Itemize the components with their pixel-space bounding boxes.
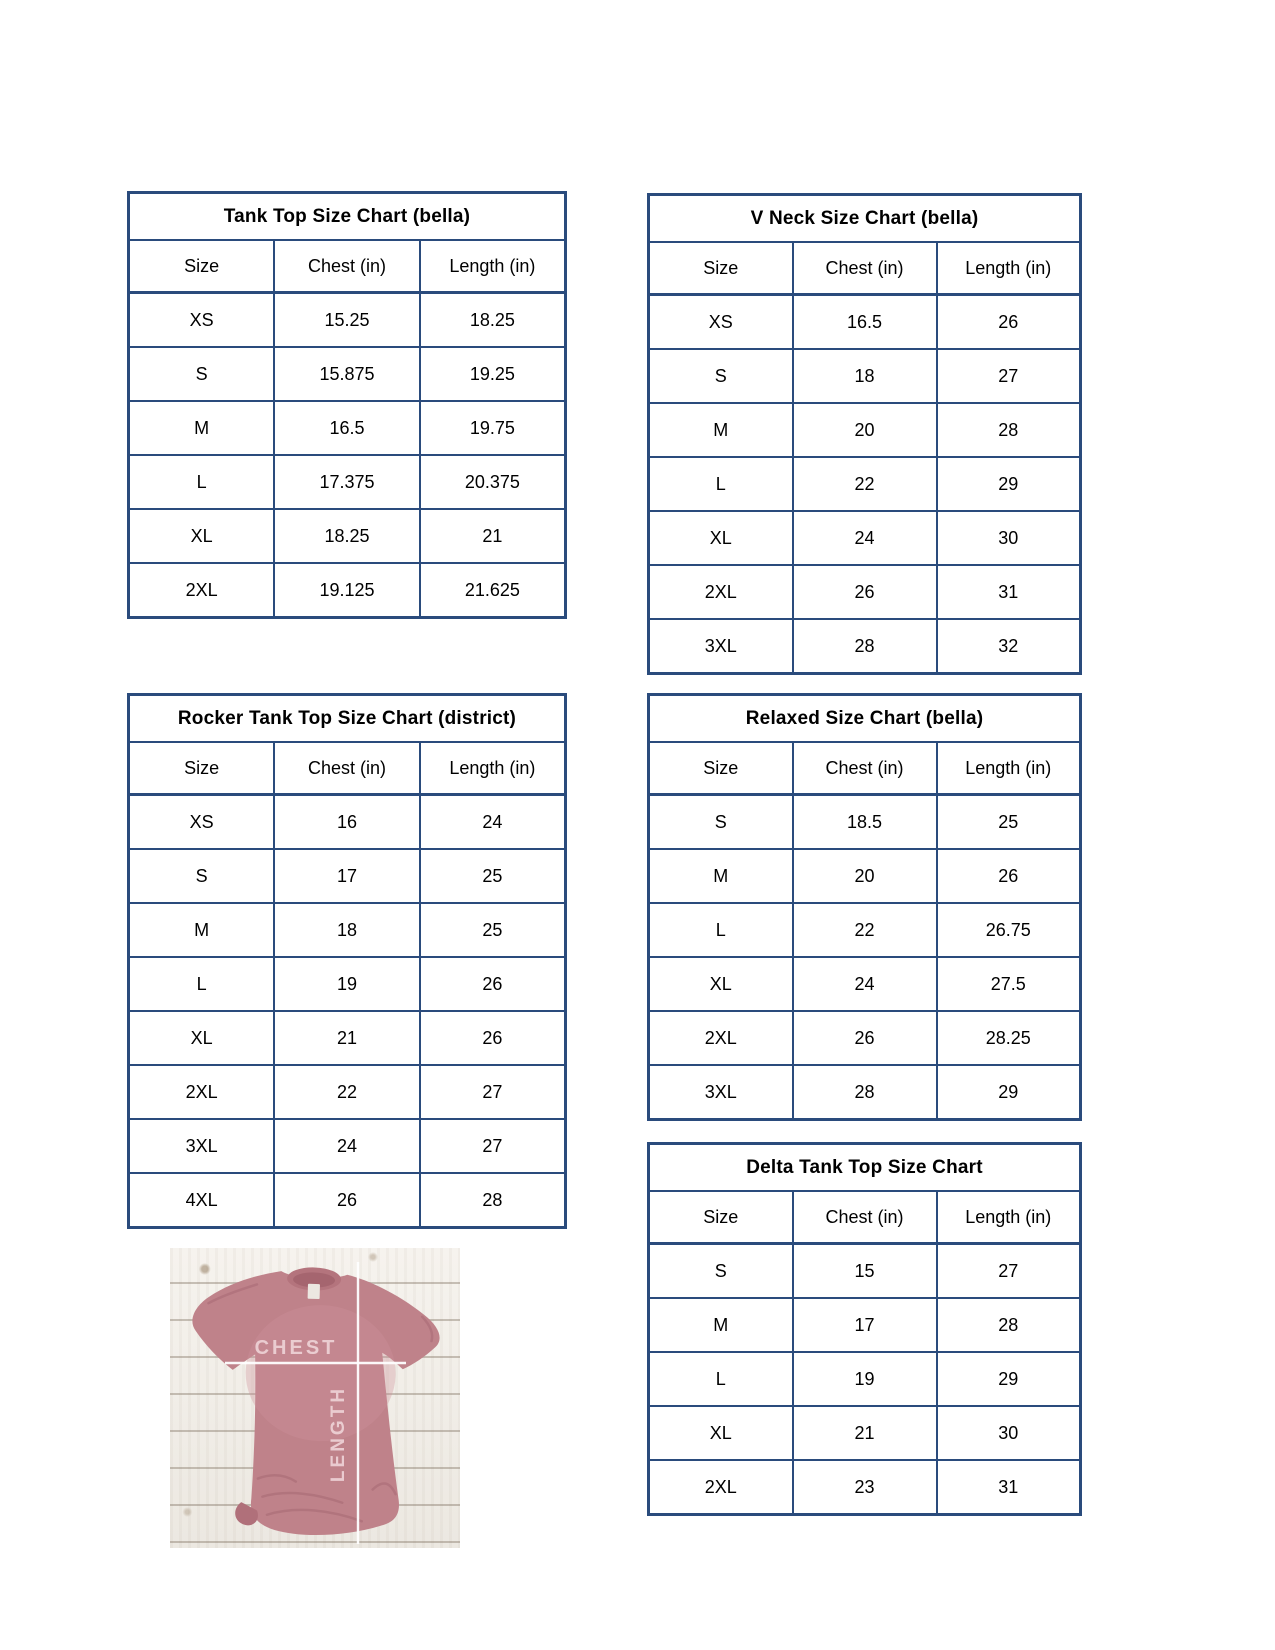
table-row [649, 1298, 1081, 1352]
chest-cell: 18 [793, 349, 937, 403]
table-row [649, 565, 1081, 619]
chest-cell: 17.375 [274, 455, 420, 509]
chest-cell: 22 [793, 457, 937, 511]
chest-cell: 18.5 [793, 795, 937, 850]
length-cell: 18.25 [420, 293, 566, 348]
col-header-size: Size [129, 240, 275, 293]
size-cell: XS [649, 295, 793, 350]
size-cell: L [129, 455, 275, 509]
size-cell: M [649, 1298, 793, 1352]
col-header-chest: Chest (in) [793, 1191, 937, 1244]
length-cell: 25 [420, 903, 566, 957]
col-header-length: Length (in) [937, 742, 1081, 795]
length-cell: 24 [420, 795, 566, 850]
length-cell: 26 [937, 295, 1081, 350]
tank-top-size-table [127, 191, 567, 619]
size-cell: L [129, 957, 275, 1011]
length-cell: 27 [937, 349, 1081, 403]
chest-cell: 22 [793, 903, 937, 957]
length-cell: 21 [420, 509, 566, 563]
delta-tank-size-table [647, 1142, 1082, 1516]
table-row [129, 849, 566, 903]
size-cell: S [649, 1244, 793, 1299]
size-cell: XL [649, 511, 793, 565]
table-row [649, 619, 1081, 674]
table-row [129, 957, 566, 1011]
col-header-chest: Chest (in) [793, 242, 937, 295]
table-title: Tank Top Size Chart (bella) [129, 193, 566, 241]
size-cell: XS [129, 795, 275, 850]
length-cell: 25 [937, 795, 1081, 850]
length-cell: 32 [937, 619, 1081, 674]
table-title-row [129, 193, 566, 241]
length-cell: 28.25 [937, 1011, 1081, 1065]
length-cell: 20.375 [420, 455, 566, 509]
relaxed-size-table [647, 693, 1082, 1121]
length-cell: 29 [937, 1065, 1081, 1120]
tshirt-measurement-photo [170, 1248, 460, 1548]
size-cell: M [129, 401, 275, 455]
chest-cell: 15.875 [274, 347, 420, 401]
col-header-chest: Chest (in) [274, 240, 420, 293]
length-cell: 27.5 [937, 957, 1081, 1011]
table-row [649, 295, 1081, 350]
col-header-chest: Chest (in) [274, 742, 420, 795]
table-row [129, 563, 566, 618]
length-cell: 26.75 [937, 903, 1081, 957]
chest-cell: 16 [274, 795, 420, 850]
table-title: Delta Tank Top Size Chart [649, 1144, 1081, 1192]
size-cell: 2XL [649, 1011, 793, 1065]
length-cell: 29 [937, 1352, 1081, 1406]
table-row [649, 349, 1081, 403]
length-cell: 28 [937, 403, 1081, 457]
table-row [649, 1406, 1081, 1460]
table-title: Rocker Tank Top Size Chart (district) [129, 695, 566, 743]
col-header-size: Size [649, 1191, 793, 1244]
table-title: V Neck Size Chart (bella) [649, 195, 1081, 243]
table-row [129, 509, 566, 563]
table-row [649, 1244, 1081, 1299]
length-cell: 26 [420, 1011, 566, 1065]
size-cell: L [649, 457, 793, 511]
size-cell: S [129, 849, 275, 903]
size-cell: XL [129, 1011, 275, 1065]
size-cell: 2XL [649, 1460, 793, 1515]
neck-tag [308, 1284, 320, 1299]
size-cell: XS [129, 293, 275, 348]
table-header-row [649, 1191, 1081, 1244]
col-header-length: Length (in) [937, 242, 1081, 295]
length-cell: 30 [937, 1406, 1081, 1460]
chest-cell: 22 [274, 1065, 420, 1119]
length-label: LENGTH [328, 1385, 349, 1483]
col-header-size: Size [129, 742, 275, 795]
table-header-row [129, 240, 566, 293]
size-cell: 2XL [129, 1065, 275, 1119]
table-title: Relaxed Size Chart (bella) [649, 695, 1081, 743]
chest-cell: 26 [793, 565, 937, 619]
chest-cell: 17 [274, 849, 420, 903]
chest-cell: 23 [793, 1460, 937, 1515]
v-neck-size-table [647, 193, 1082, 675]
col-header-length: Length (in) [420, 240, 566, 293]
col-header-chest: Chest (in) [793, 742, 937, 795]
table-row [649, 511, 1081, 565]
table-row [129, 903, 566, 957]
length-cell: 26 [420, 957, 566, 1011]
size-cell: 2XL [649, 565, 793, 619]
table-row [129, 795, 566, 850]
chest-cell: 26 [274, 1173, 420, 1228]
table-title-row [649, 195, 1081, 243]
table-row [649, 1352, 1081, 1406]
length-cell: 26 [937, 849, 1081, 903]
length-cell: 28 [420, 1173, 566, 1228]
chest-cell: 15 [793, 1244, 937, 1299]
chest-cell: 16.5 [793, 295, 937, 350]
size-cell: 3XL [649, 1065, 793, 1120]
chest-cell: 24 [793, 957, 937, 1011]
chest-cell: 24 [274, 1119, 420, 1173]
size-cell: S [129, 347, 275, 401]
chest-cell: 26 [793, 1011, 937, 1065]
length-cell: 30 [937, 511, 1081, 565]
col-header-size: Size [649, 242, 793, 295]
table-row [129, 347, 566, 401]
chest-cell: 16.5 [274, 401, 420, 455]
table-row [649, 1065, 1081, 1120]
col-header-length: Length (in) [420, 742, 566, 795]
length-cell: 31 [937, 565, 1081, 619]
length-cell: 25 [420, 849, 566, 903]
length-cell: 19.75 [420, 401, 566, 455]
chest-cell: 18 [274, 903, 420, 957]
table-row [129, 1119, 566, 1173]
table-header-row [649, 742, 1081, 795]
length-cell: 19.25 [420, 347, 566, 401]
length-cell: 21.625 [420, 563, 566, 618]
length-cell: 27 [937, 1244, 1081, 1299]
rocker-tank-size-table [127, 693, 567, 1229]
length-cell: 27 [420, 1065, 566, 1119]
table-title-row [649, 1144, 1081, 1192]
table-header-row [129, 742, 566, 795]
table-row [649, 457, 1081, 511]
chest-cell: 20 [793, 403, 937, 457]
table-row [129, 1011, 566, 1065]
length-cell: 31 [937, 1460, 1081, 1515]
chest-cell: 15.25 [274, 293, 420, 348]
chest-cell: 20 [793, 849, 937, 903]
chest-cell: 21 [274, 1011, 420, 1065]
col-header-size: Size [649, 742, 793, 795]
table-row [649, 849, 1081, 903]
size-cell: XL [649, 957, 793, 1011]
tshirt-graphic [170, 1248, 460, 1548]
size-cell: 3XL [649, 619, 793, 674]
length-cell: 27 [420, 1119, 566, 1173]
size-cell: XL [129, 509, 275, 563]
chest-cell: 18.25 [274, 509, 420, 563]
table-row [649, 795, 1081, 850]
table-row [649, 957, 1081, 1011]
chest-cell: 17 [793, 1298, 937, 1352]
table-row [129, 1173, 566, 1228]
table-row [129, 401, 566, 455]
chest-cell: 24 [793, 511, 937, 565]
chest-cell: 19 [274, 957, 420, 1011]
size-cell: M [649, 403, 793, 457]
table-row [649, 403, 1081, 457]
size-cell: 3XL [129, 1119, 275, 1173]
col-header-length: Length (in) [937, 1191, 1081, 1244]
table-row [129, 455, 566, 509]
size-cell: L [649, 903, 793, 957]
size-cell: S [649, 795, 793, 850]
size-cell: S [649, 349, 793, 403]
chest-cell: 21 [793, 1406, 937, 1460]
length-cell: 29 [937, 457, 1081, 511]
size-cell: 4XL [129, 1173, 275, 1228]
tshirt [187, 1264, 442, 1538]
table-row [649, 1011, 1081, 1065]
length-cell: 28 [937, 1298, 1081, 1352]
size-cell: L [649, 1352, 793, 1406]
table-title-row [129, 695, 566, 743]
table-header-row [649, 242, 1081, 295]
table-row [649, 903, 1081, 957]
table-title-row [649, 695, 1081, 743]
chest-cell: 19.125 [274, 563, 420, 618]
chest-cell: 28 [793, 619, 937, 674]
size-cell: XL [649, 1406, 793, 1460]
size-cell: M [649, 849, 793, 903]
table-row [129, 1065, 566, 1119]
size-cell: M [129, 903, 275, 957]
chest-cell: 19 [793, 1352, 937, 1406]
chest-cell: 28 [793, 1065, 937, 1120]
size-cell: 2XL [129, 563, 275, 618]
table-row [649, 1460, 1081, 1515]
table-row [129, 293, 566, 348]
chest-label: CHEST [254, 1337, 338, 1359]
